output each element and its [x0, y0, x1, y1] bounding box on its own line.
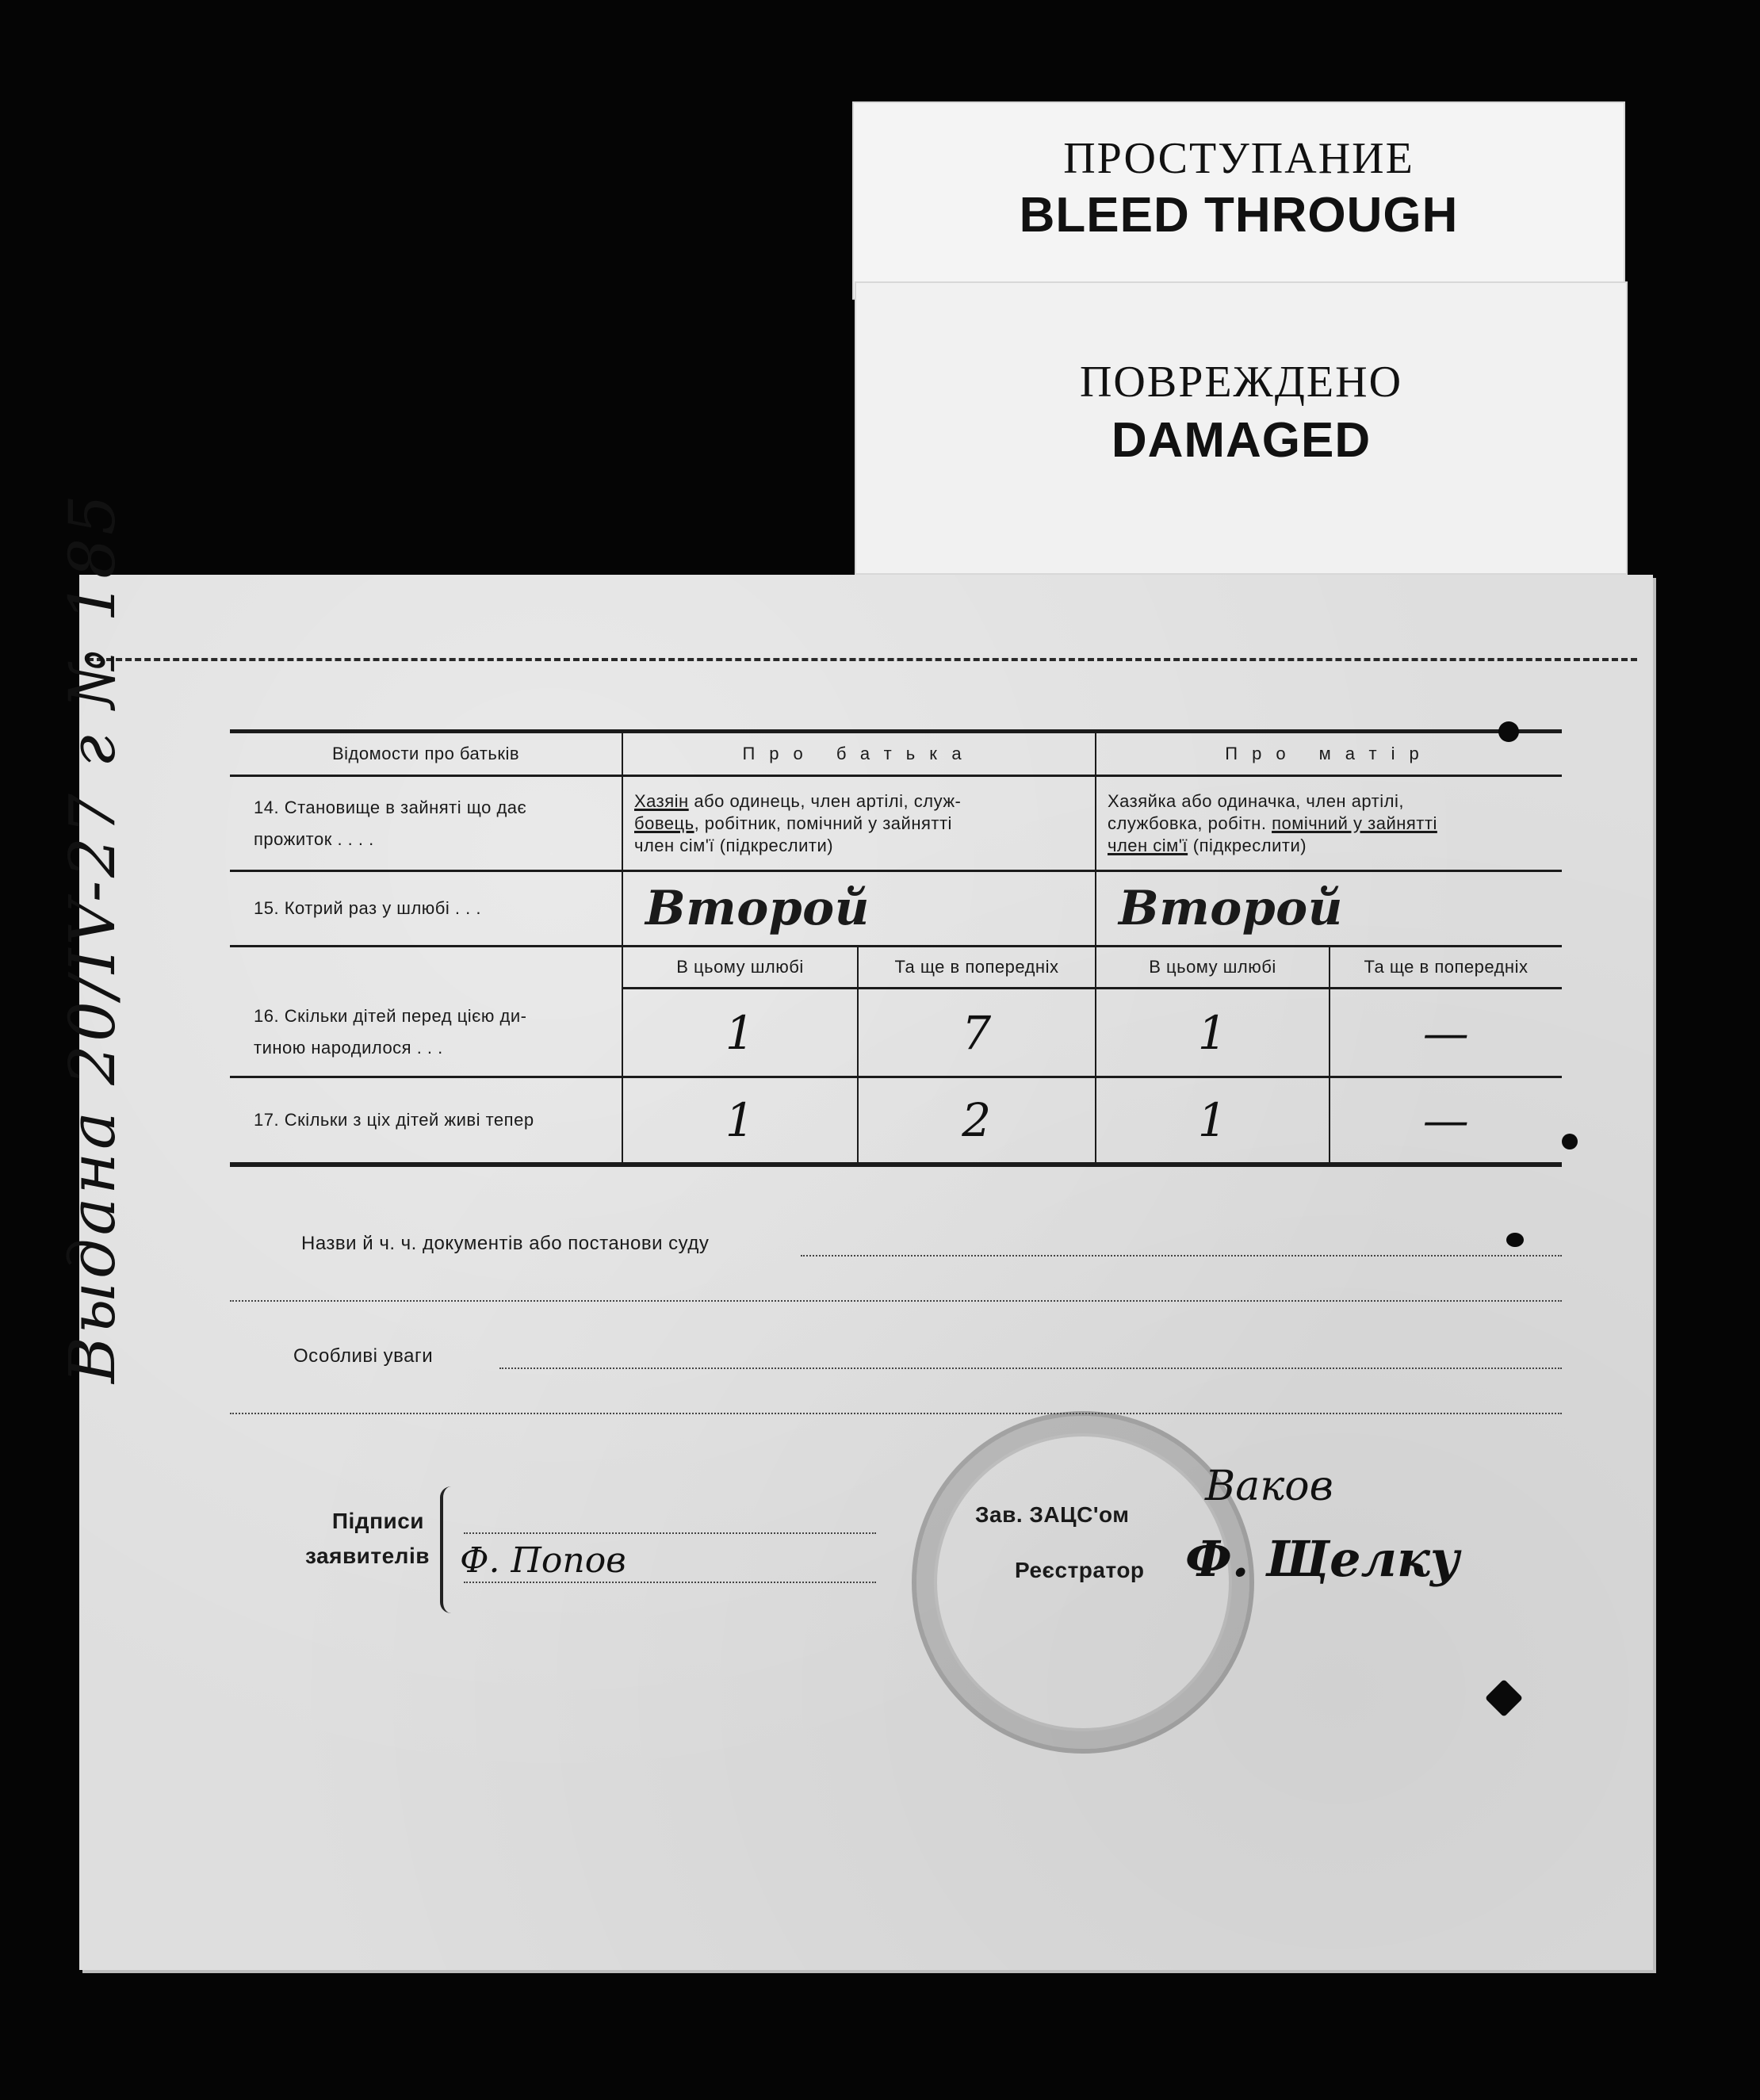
q15-mother-answer: Второй — [1096, 871, 1562, 947]
q17-father-previous: 2 — [858, 1077, 1096, 1165]
q16-father-previous: 7 — [858, 989, 1096, 1077]
registrar-label: Реєстратор — [1015, 1558, 1145, 1582]
q14-label-line2: прожиток . . . . — [254, 828, 374, 849]
applicant-signature: Ф. Попов — [460, 1540, 626, 1581]
subheader-father-this-marriage: В цьому шлюбі — [622, 947, 858, 989]
header-about-father: Про батька — [622, 732, 1096, 776]
subheader-mother-previous: Та ще в попередніх — [1330, 947, 1562, 989]
damaged-en-text: DAMAGED — [1111, 413, 1372, 468]
q16-label-line2: тиною народилося . . . — [254, 1037, 443, 1058]
issued-margin-note: Выдана 20/IV-27 г № 185 — [55, 492, 129, 1383]
applicants-label-line2: заявителів — [305, 1543, 430, 1568]
q17-mother-previous: — — [1330, 1077, 1562, 1165]
documents-dotted-line-2 — [230, 1300, 1562, 1302]
q14-label — [230, 776, 622, 871]
row-occupation — [230, 776, 1562, 871]
q16-label-line1: 16. Скільки дітей перед цією ди- — [254, 1005, 527, 1026]
q15-label: 15. Котрий раз у шлюбі . . . — [230, 871, 622, 947]
damage-hole-4 — [1485, 1679, 1523, 1717]
applicants-label-line1: Підписи — [331, 1509, 424, 1533]
q16-mother-this: 1 — [1096, 989, 1330, 1077]
father-underlined-khazyain: Хазяін — [634, 790, 689, 811]
bleed-through-en-text: BLEED THROUGH — [1019, 188, 1459, 243]
zags-head-signature: Ваков — [1205, 1463, 1333, 1510]
q17-mother-this: 1 — [1096, 1077, 1330, 1165]
q16-mother-previous: — — [1330, 989, 1562, 1077]
q16-father-this: 1 — [622, 989, 858, 1077]
mother-text-3b: (підкреслити) — [1188, 835, 1307, 855]
table-header-row — [230, 732, 1562, 776]
documents-label: Назви й ч. ч. документів або постанови суду — [301, 1233, 710, 1254]
q17-label: 17. Скільки з ціх дітей живі тепер — [230, 1077, 622, 1165]
mother-text-1: Хазяйка або одиначка, член артілі, — [1108, 790, 1404, 811]
damaged-ru-text: ПОВРЕЖДЕНО — [1079, 358, 1403, 407]
mother-underlined-chlen-simi: член сім'ї — [1108, 835, 1188, 855]
documents-dotted-fill — [801, 1255, 1562, 1257]
applicants-signatures-label — [305, 1509, 430, 1569]
q14-father-options — [622, 776, 1096, 871]
q15-father-answer: Второй — [622, 871, 1096, 947]
documents-line — [230, 1233, 1562, 1264]
zags-head-label: Зав. ЗАЦС'ом — [975, 1502, 1130, 1527]
mother-text-2a: службовка, робітн. — [1108, 813, 1272, 833]
parents-info-table — [230, 729, 1562, 1167]
father-text-2: , робітник, помічний у зайнятті — [694, 813, 952, 833]
row-children-alive — [230, 1077, 1562, 1165]
remarks-dotted-fill — [499, 1367, 1562, 1369]
damage-hole-1 — [1498, 721, 1519, 742]
header-parents-info: Відомости про батьків — [230, 732, 622, 776]
bleed-through-label-card — [852, 101, 1625, 300]
bleed-through-ru-text: ПРОСТУПАНИЕ — [1063, 134, 1414, 183]
applicant-sig-line-1 — [464, 1532, 876, 1534]
damage-hole-3 — [1506, 1233, 1524, 1247]
mother-underlined-pomichnyi: помічний у зайнятті — [1272, 813, 1437, 833]
row-children-born — [230, 989, 1562, 1077]
q14-label-line1: 14. Становище в зайняті що дає — [254, 797, 527, 817]
q16-label — [230, 989, 622, 1077]
subheader-father-previous: Та ще в попередніх — [858, 947, 1096, 989]
q17-father-this: 1 — [622, 1077, 858, 1165]
damage-hole-2 — [1562, 1134, 1578, 1149]
perforation-line — [87, 658, 1637, 661]
father-text-1: або одинець, член артілі, служ- — [688, 790, 962, 811]
registrar-signature: Ф. Щелку — [1185, 1530, 1460, 1588]
remarks-dotted-line-2 — [230, 1413, 1562, 1414]
header-about-mother: Про матір — [1096, 732, 1562, 776]
father-text-3: член сім'ї (підкреслити) — [634, 835, 834, 855]
father-underlined-sluzhbovets: бовець — [634, 813, 694, 833]
document-sheet — [55, 492, 1653, 1970]
damaged-label-card — [855, 281, 1628, 575]
q14-mother-options — [1096, 776, 1562, 871]
subheader-mother-this-marriage: В цьому шлюбі — [1096, 947, 1330, 989]
applicant-sig-line-2 — [464, 1582, 876, 1583]
remarks-line — [230, 1345, 1562, 1377]
row-marriage-count — [230, 871, 1562, 947]
remarks-label: Особливі уваги — [293, 1345, 434, 1367]
children-subheader-row — [230, 947, 1562, 989]
subheader-empty — [230, 947, 622, 989]
